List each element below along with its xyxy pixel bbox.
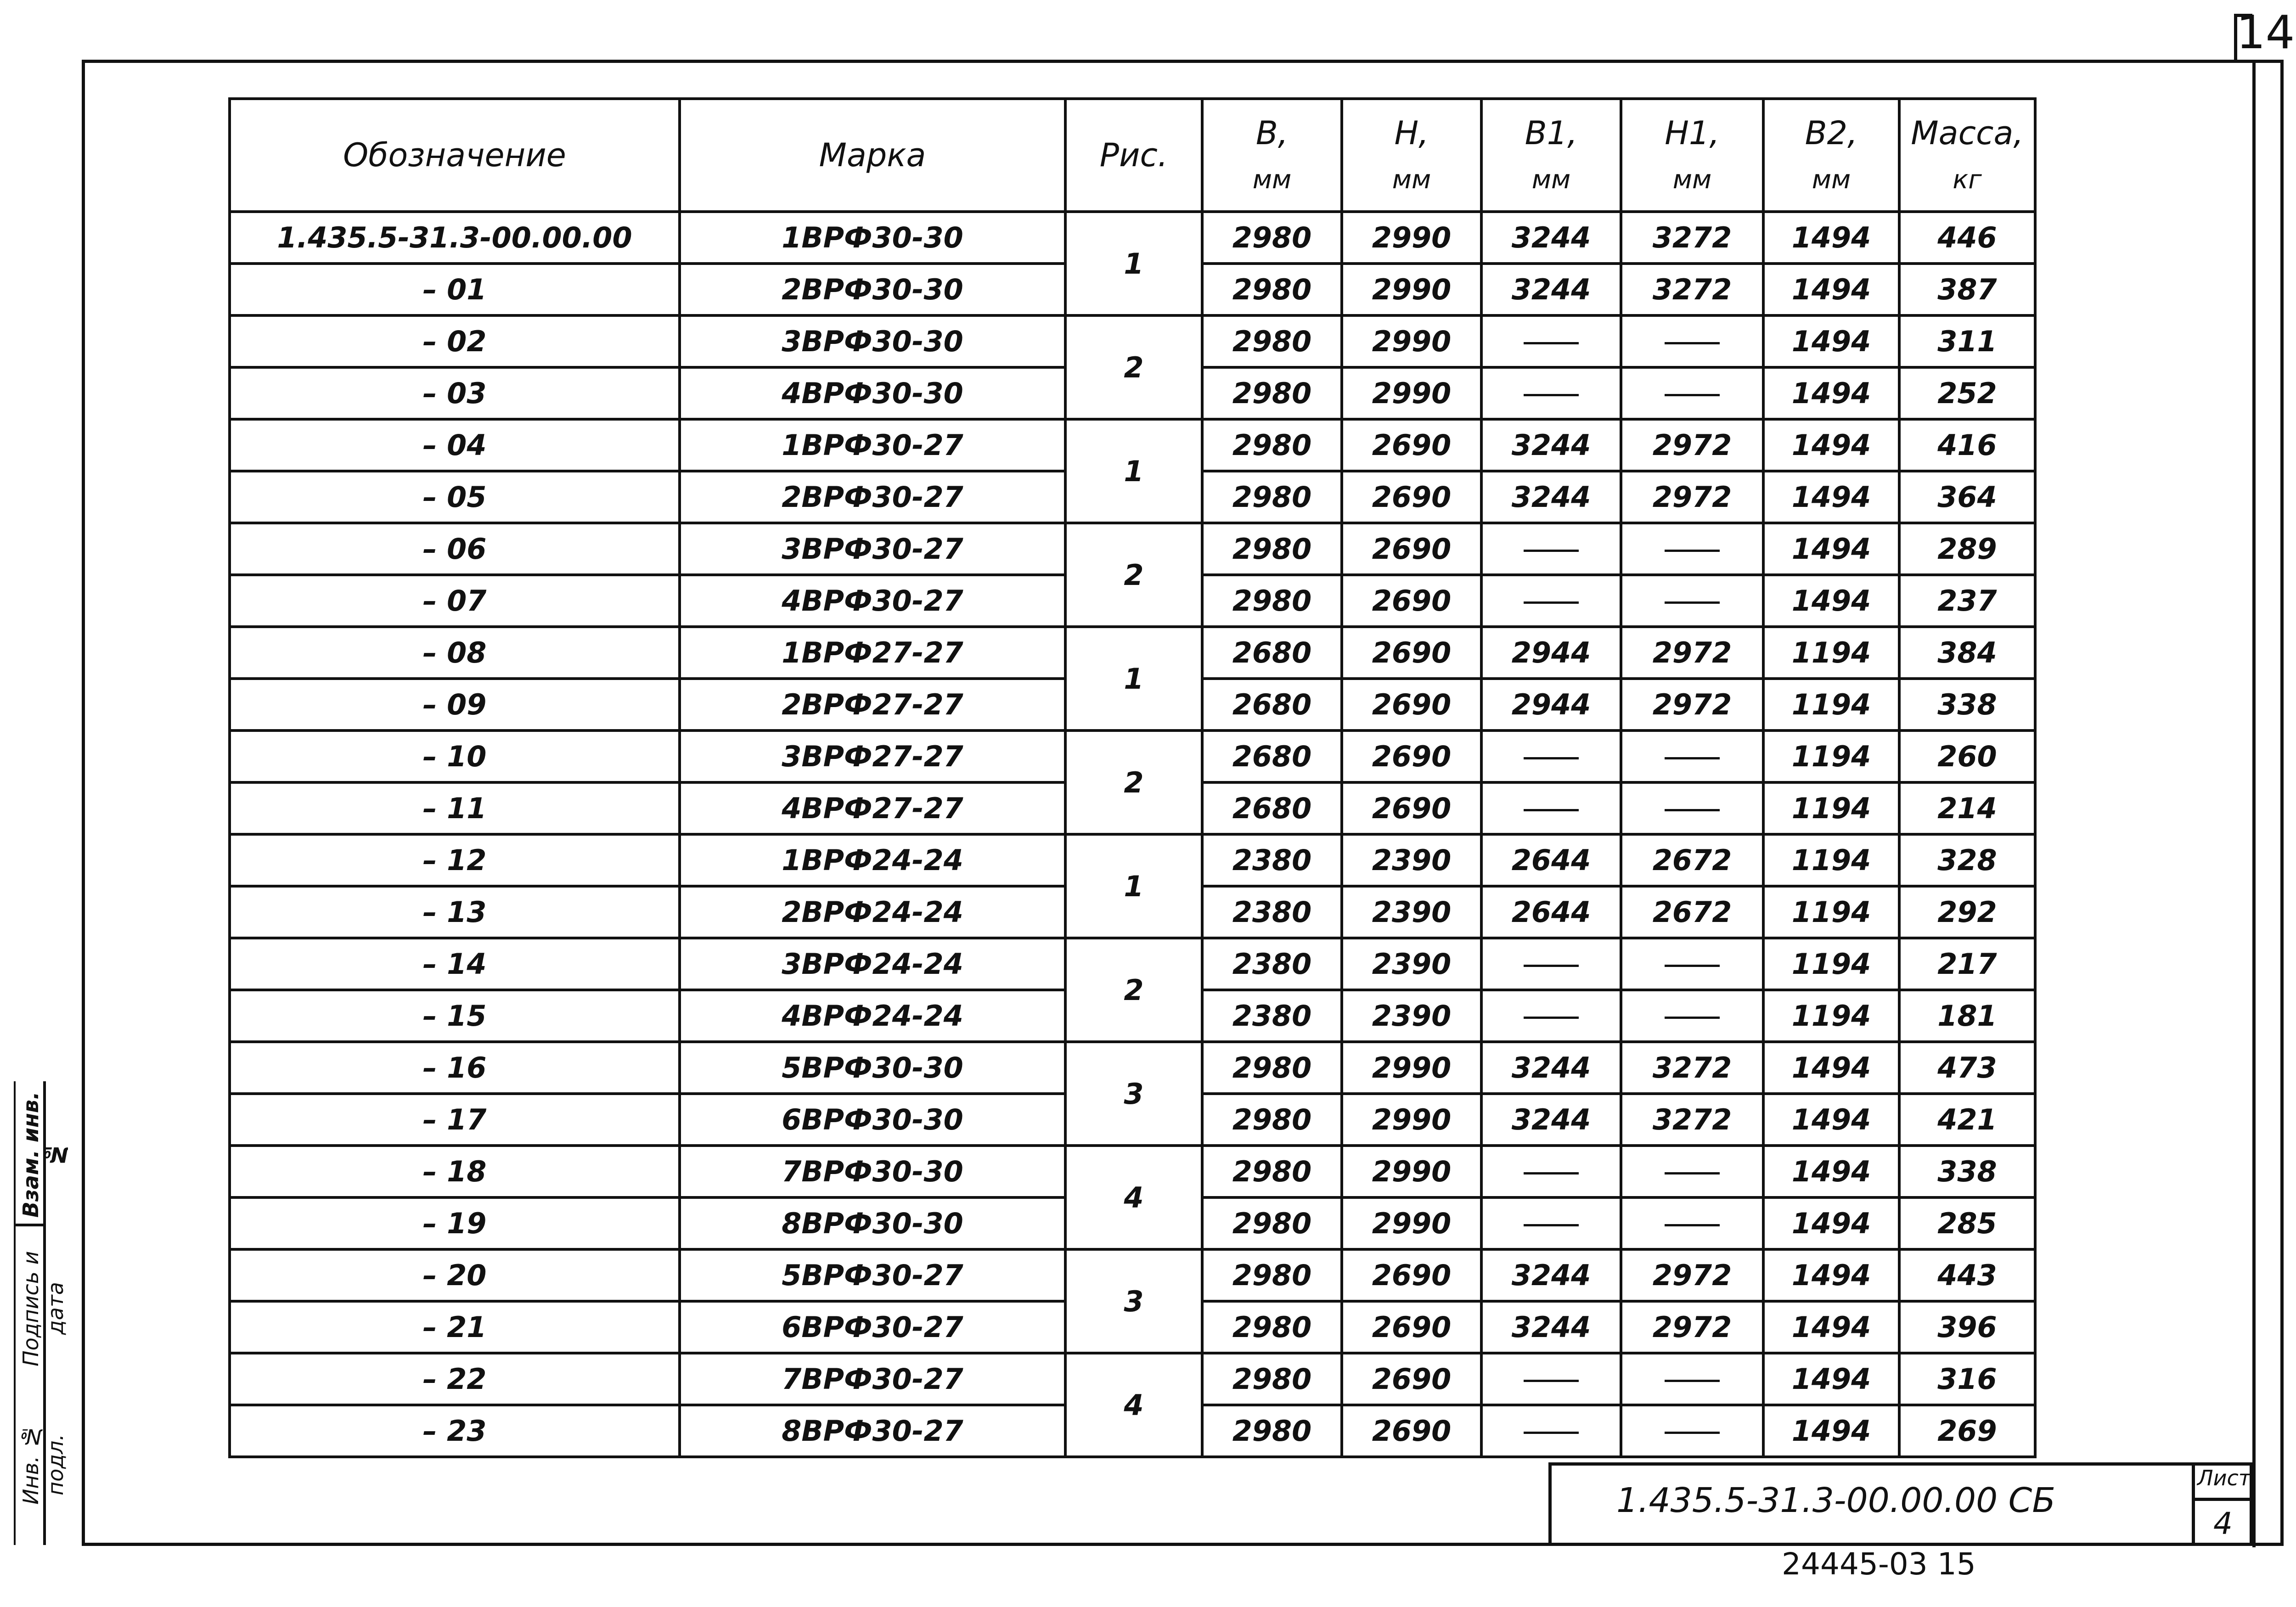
cell-mass: 364	[1899, 471, 2035, 523]
empty-dash	[1524, 809, 1579, 811]
cell-figure: 1	[1065, 627, 1202, 730]
empty-dash	[1524, 1172, 1579, 1174]
cell-b2: 1494	[1763, 1042, 1899, 1094]
cell-b: 2980	[1202, 471, 1342, 523]
cell-mark: 2ВРФ30-30	[680, 264, 1065, 315]
cell-h: 2690	[1342, 1353, 1481, 1405]
cell-h1	[1621, 367, 1763, 419]
specification-table	[228, 97, 2037, 1458]
cell-mark: 5ВРФ30-30	[680, 1042, 1065, 1094]
cell-mark: 2ВРФ24-24	[680, 886, 1065, 938]
cell-mark: 6ВРФ30-27	[680, 1301, 1065, 1353]
cell-b1: 3244	[1481, 1094, 1621, 1146]
cell-mass: 416	[1899, 419, 2035, 471]
table-body	[230, 212, 2035, 1457]
cell-figure: 1	[1065, 419, 1202, 523]
cell-b1	[1481, 1146, 1621, 1197]
cell-b: 2680	[1202, 679, 1342, 730]
cell-b2: 1494	[1763, 315, 1899, 367]
empty-dash	[1524, 601, 1579, 604]
cell-mass: 285	[1899, 1197, 2035, 1249]
cell-h: 2990	[1342, 1094, 1481, 1146]
cell-h: 2690	[1342, 1405, 1481, 1457]
cell-mark: 7ВРФ30-27	[680, 1353, 1065, 1405]
cell-h: 2990	[1342, 315, 1481, 367]
cell-b1	[1481, 730, 1621, 782]
cell-b2: 1194	[1763, 990, 1899, 1042]
cell-designation: – 01	[230, 264, 680, 315]
cell-b: 2980	[1202, 1353, 1342, 1405]
header-fig: Рис.	[1065, 99, 1202, 212]
header-mass: Масса, кг	[1899, 99, 2035, 212]
table-header-row	[230, 99, 2035, 212]
cell-figure: 4	[1065, 1353, 1202, 1457]
cell-b2: 1494	[1763, 367, 1899, 419]
cell-b: 2680	[1202, 627, 1342, 679]
cell-b2: 1194	[1763, 782, 1899, 834]
table-row	[230, 1146, 2035, 1197]
cell-mass: 269	[1899, 1405, 2035, 1457]
cell-h1: 2972	[1621, 471, 1763, 523]
cell-designation: – 02	[230, 315, 680, 367]
cell-h1	[1621, 730, 1763, 782]
table-row	[230, 419, 2035, 471]
cell-designation: 1.435.5-31.3-00.00.00	[230, 212, 680, 264]
cell-b2: 1494	[1763, 575, 1899, 627]
cell-b1	[1481, 782, 1621, 834]
cell-h: 2390	[1342, 886, 1481, 938]
cell-b2: 1194	[1763, 834, 1899, 886]
cell-mass: 311	[1899, 315, 2035, 367]
cell-mark: 2ВРФ30-27	[680, 471, 1065, 523]
cell-mark: 4ВРФ24-24	[680, 990, 1065, 1042]
table-row	[230, 834, 2035, 886]
cell-designation: – 21	[230, 1301, 680, 1353]
cell-mark: 1ВРФ30-30	[680, 212, 1065, 264]
cell-mass: 421	[1899, 1094, 2035, 1146]
cell-h1: 3272	[1621, 212, 1763, 264]
cell-b2: 1194	[1763, 627, 1899, 679]
cell-h: 2990	[1342, 212, 1481, 264]
cell-b: 2980	[1202, 1301, 1342, 1353]
side-strip-divider	[14, 1224, 43, 1226]
cell-designation: – 16	[230, 1042, 680, 1094]
empty-dash	[1665, 342, 1720, 344]
cell-mark: 7ВРФ30-30	[680, 1146, 1065, 1197]
cell-h1: 3272	[1621, 264, 1763, 315]
cell-h: 2990	[1342, 1042, 1481, 1094]
cell-b2: 1194	[1763, 679, 1899, 730]
page-number: 14	[2236, 6, 2295, 59]
cell-h1: 2672	[1621, 886, 1763, 938]
cell-designation: – 20	[230, 1249, 680, 1301]
cell-b1: 3244	[1481, 264, 1621, 315]
cell-designation: – 05	[230, 471, 680, 523]
header-h1: Н1, мм	[1621, 99, 1763, 212]
cell-designation: – 23	[230, 1405, 680, 1457]
cell-mass: 396	[1899, 1301, 2035, 1353]
cell-b: 2380	[1202, 938, 1342, 990]
cell-designation: – 14	[230, 938, 680, 990]
cell-h1	[1621, 575, 1763, 627]
empty-dash	[1665, 1432, 1720, 1434]
cell-figure: 2	[1065, 315, 1202, 419]
cell-b: 2380	[1202, 990, 1342, 1042]
cell-mass: 181	[1899, 990, 2035, 1042]
cell-h1: 2972	[1621, 1249, 1763, 1301]
cell-h1: 3272	[1621, 1094, 1763, 1146]
table-row	[230, 315, 2035, 367]
cell-b: 2980	[1202, 523, 1342, 575]
cell-h: 2990	[1342, 264, 1481, 315]
cell-mark: 1ВРФ27-27	[680, 627, 1065, 679]
cell-mark: 3ВРФ30-30	[680, 315, 1065, 367]
cell-designation: – 03	[230, 367, 680, 419]
sheet-label: Лист	[2197, 1466, 2251, 1490]
cell-b2: 1494	[1763, 264, 1899, 315]
cell-h: 2690	[1342, 471, 1481, 523]
side-label-inv-original: Инв. № подл.	[18, 1424, 68, 1505]
cell-designation: – 08	[230, 627, 680, 679]
cell-mass: 446	[1899, 212, 2035, 264]
cell-h: 2390	[1342, 990, 1481, 1042]
empty-dash	[1524, 965, 1579, 967]
cell-h: 2390	[1342, 834, 1481, 886]
cell-mass: 217	[1899, 938, 2035, 990]
cell-h1: 2972	[1621, 679, 1763, 730]
cell-h: 2690	[1342, 782, 1481, 834]
empty-dash	[1665, 550, 1720, 552]
table-row	[230, 1042, 2035, 1094]
cell-h1	[1621, 315, 1763, 367]
cell-h1	[1621, 1405, 1763, 1457]
cell-b: 2980	[1202, 1042, 1342, 1094]
cell-mass: 338	[1899, 1146, 2035, 1197]
cell-h1	[1621, 523, 1763, 575]
cell-b2: 1494	[1763, 471, 1899, 523]
cell-b1	[1481, 990, 1621, 1042]
cell-designation: – 10	[230, 730, 680, 782]
empty-dash	[1665, 965, 1720, 967]
cell-b1	[1481, 1197, 1621, 1249]
cell-h1	[1621, 1197, 1763, 1249]
cell-figure: 4	[1065, 1146, 1202, 1249]
cell-mark: 6ВРФ30-30	[680, 1094, 1065, 1146]
empty-dash	[1665, 757, 1720, 759]
cell-h1: 2972	[1621, 419, 1763, 471]
table-row	[230, 627, 2035, 679]
empty-dash	[1665, 394, 1720, 396]
cell-mass: 443	[1899, 1249, 2035, 1301]
cell-h1: 2972	[1621, 627, 1763, 679]
cell-h: 2690	[1342, 730, 1481, 782]
cell-h: 2990	[1342, 1197, 1481, 1249]
table-row	[230, 938, 2035, 990]
cell-b1: 2944	[1481, 679, 1621, 730]
cell-b2: 1494	[1763, 1197, 1899, 1249]
cell-b: 2980	[1202, 419, 1342, 471]
cell-b2: 1494	[1763, 1094, 1899, 1146]
header-b: В, мм	[1202, 99, 1342, 212]
table-row	[230, 1249, 2035, 1301]
cell-b1	[1481, 1353, 1621, 1405]
cell-mass: 473	[1899, 1042, 2035, 1094]
cell-h: 2690	[1342, 575, 1481, 627]
cell-designation: – 06	[230, 523, 680, 575]
cell-b: 2980	[1202, 212, 1342, 264]
cell-h: 2690	[1342, 627, 1481, 679]
cell-b: 2980	[1202, 1146, 1342, 1197]
cell-mark: 1ВРФ30-27	[680, 419, 1065, 471]
cell-figure: 1	[1065, 212, 1202, 315]
empty-dash	[1665, 1380, 1720, 1382]
cell-designation: – 09	[230, 679, 680, 730]
header-h: Н, мм	[1342, 99, 1481, 212]
cell-mass: 289	[1899, 523, 2035, 575]
cell-h1	[1621, 938, 1763, 990]
cell-h1	[1621, 1353, 1763, 1405]
cell-b2: 1194	[1763, 886, 1899, 938]
cell-h: 2990	[1342, 367, 1481, 419]
cell-designation: – 18	[230, 1146, 680, 1197]
cell-mark: 5ВРФ30-27	[680, 1249, 1065, 1301]
cell-b2: 1494	[1763, 1353, 1899, 1405]
cell-b1: 3244	[1481, 419, 1621, 471]
header-b1: В1, мм	[1481, 99, 1621, 212]
cell-mass: 260	[1899, 730, 2035, 782]
empty-dash	[1665, 601, 1720, 604]
cell-b2: 1194	[1763, 938, 1899, 990]
sheet-number: 4	[2213, 1506, 2233, 1541]
cell-h1	[1621, 782, 1763, 834]
cell-b: 2380	[1202, 834, 1342, 886]
cell-mass: 384	[1899, 627, 2035, 679]
cell-designation: – 07	[230, 575, 680, 627]
cell-b1: 2944	[1481, 627, 1621, 679]
empty-dash	[1665, 1172, 1720, 1174]
cell-h1	[1621, 990, 1763, 1042]
frame-inner-right	[2252, 60, 2256, 1547]
cell-b: 2980	[1202, 367, 1342, 419]
empty-dash	[1524, 550, 1579, 552]
cell-mark: 2ВРФ27-27	[680, 679, 1065, 730]
cell-b: 2980	[1202, 1197, 1342, 1249]
table-row	[230, 730, 2035, 782]
cell-b: 2980	[1202, 1405, 1342, 1457]
cell-figure: 2	[1065, 523, 1202, 627]
cell-b2: 1494	[1763, 1301, 1899, 1353]
cell-mass: 328	[1899, 834, 2035, 886]
header-designation: Обозначение	[230, 99, 680, 212]
cell-designation: – 12	[230, 834, 680, 886]
empty-dash	[1524, 1380, 1579, 1382]
cell-mark: 4ВРФ30-27	[680, 575, 1065, 627]
cell-figure: 1	[1065, 834, 1202, 938]
cell-mark: 1ВРФ24-24	[680, 834, 1065, 886]
header-b2: В2, мм	[1763, 99, 1899, 212]
table-row	[230, 1353, 2035, 1405]
table-row	[230, 523, 2035, 575]
cell-h: 2690	[1342, 1301, 1481, 1353]
empty-dash	[1524, 1224, 1579, 1226]
cell-b: 2980	[1202, 1094, 1342, 1146]
cell-b1	[1481, 1405, 1621, 1457]
cell-b: 2980	[1202, 1249, 1342, 1301]
cell-mass: 387	[1899, 264, 2035, 315]
cell-designation: – 19	[230, 1197, 680, 1249]
cell-mark: 8ВРФ30-30	[680, 1197, 1065, 1249]
cell-h1: 2972	[1621, 1301, 1763, 1353]
empty-dash	[1665, 1017, 1720, 1019]
cell-b1	[1481, 315, 1621, 367]
cell-h: 2390	[1342, 938, 1481, 990]
drawing-frame-right	[2280, 60, 2284, 1546]
table-row	[230, 212, 2035, 264]
empty-dash	[1524, 1432, 1579, 1434]
cell-b1: 3244	[1481, 1042, 1621, 1094]
cell-h: 2690	[1342, 1249, 1481, 1301]
empty-dash	[1524, 394, 1579, 396]
side-label-signature-date: Подпись и дата	[18, 1251, 68, 1366]
cell-designation: – 17	[230, 1094, 680, 1146]
cell-mark: 3ВРФ27-27	[680, 730, 1065, 782]
cell-designation: – 22	[230, 1353, 680, 1405]
cell-b: 2980	[1202, 264, 1342, 315]
cell-b: 2680	[1202, 782, 1342, 834]
cell-b1	[1481, 575, 1621, 627]
cell-mass: 292	[1899, 886, 2035, 938]
cell-b2: 1494	[1763, 419, 1899, 471]
cell-mark: 3ВРФ24-24	[680, 938, 1065, 990]
cell-b1: 3244	[1481, 1249, 1621, 1301]
cell-mark: 8ВРФ30-27	[680, 1405, 1065, 1457]
cell-mass: 252	[1899, 367, 2035, 419]
cell-b1: 3244	[1481, 471, 1621, 523]
cell-mark: 3ВРФ30-27	[680, 523, 1065, 575]
cell-b1: 2644	[1481, 834, 1621, 886]
cell-designation: – 13	[230, 886, 680, 938]
cell-b: 2380	[1202, 886, 1342, 938]
cell-figure: 3	[1065, 1249, 1202, 1353]
cell-b1	[1481, 367, 1621, 419]
document-code: 1.435.5-31.3-00.00.00 СБ	[1616, 1481, 2056, 1520]
cell-h: 2690	[1342, 679, 1481, 730]
header-mark: Марка	[680, 99, 1065, 212]
empty-dash	[1524, 757, 1579, 759]
cell-b2: 1494	[1763, 1249, 1899, 1301]
empty-dash	[1524, 342, 1579, 344]
cell-h1: 2672	[1621, 834, 1763, 886]
cell-mark: 4ВРФ27-27	[680, 782, 1065, 834]
empty-dash	[1524, 1017, 1579, 1019]
cell-mass: 316	[1899, 1353, 2035, 1405]
cell-b2: 1494	[1763, 523, 1899, 575]
cell-b2: 1494	[1763, 212, 1899, 264]
cell-b1: 3244	[1481, 1301, 1621, 1353]
empty-dash	[1665, 809, 1720, 811]
cell-b: 2980	[1202, 575, 1342, 627]
cell-mass: 338	[1899, 679, 2035, 730]
cell-h1: 3272	[1621, 1042, 1763, 1094]
empty-dash	[1665, 1224, 1720, 1226]
cell-b: 2680	[1202, 730, 1342, 782]
cell-figure: 3	[1065, 1042, 1202, 1146]
side-label-replaced-inv: Взам. инв. №	[18, 1091, 68, 1218]
cell-h1	[1621, 1146, 1763, 1197]
cell-h: 2690	[1342, 523, 1481, 575]
cell-b1: 3244	[1481, 212, 1621, 264]
cell-b1	[1481, 523, 1621, 575]
cell-designation: – 11	[230, 782, 680, 834]
cell-h: 2990	[1342, 1146, 1481, 1197]
sheet-box-divider	[2192, 1498, 2253, 1501]
cell-h: 2690	[1342, 419, 1481, 471]
cell-b2: 1494	[1763, 1146, 1899, 1197]
cell-mass: 214	[1899, 782, 2035, 834]
cell-b: 2980	[1202, 315, 1342, 367]
cell-designation: – 15	[230, 990, 680, 1042]
cell-b2: 1494	[1763, 1405, 1899, 1457]
archive-code: 24445-03 15	[1782, 1546, 1976, 1582]
cell-mark: 4ВРФ30-30	[680, 367, 1065, 419]
cell-b1: 2644	[1481, 886, 1621, 938]
cell-figure: 2	[1065, 730, 1202, 834]
cell-figure: 2	[1065, 938, 1202, 1042]
cell-b1	[1481, 938, 1621, 990]
cell-designation: – 04	[230, 419, 680, 471]
cell-mass: 237	[1899, 575, 2035, 627]
cell-b2: 1194	[1763, 730, 1899, 782]
